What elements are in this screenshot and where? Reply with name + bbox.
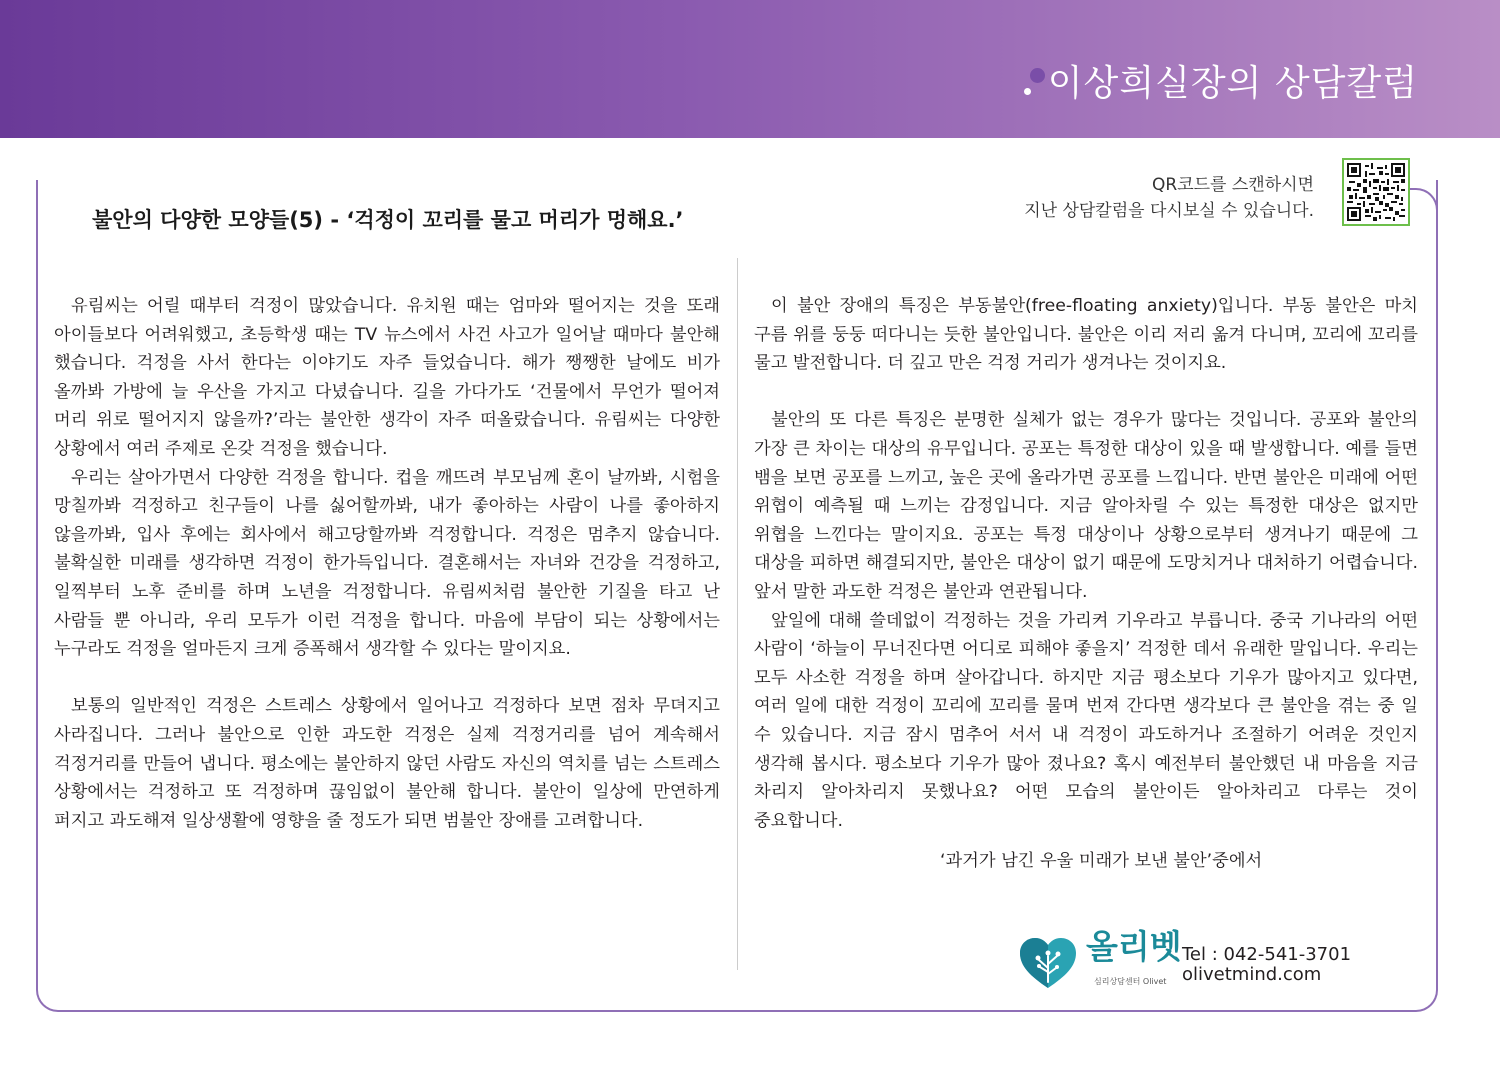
source-citation: ‘과거가 남긴 우울 미래가 보낸 불안’중에서 — [940, 851, 1263, 871]
qr-instruction-line1: QR코드를 스캔하시면 — [1152, 175, 1314, 195]
paragraph: 불안의 또 다른 특징은 분명한 실체가 없는 경우가 많다는 것입니다. 공포와 불안의 가장 큰 차이는 대상의 유무입니다. 공포는 특정한 대상이 있을 때 발생합니다. 예를 들면 뱀을 보면 공포를 느끼고, 높은 곳에 올라가면 공포를 느낍니다. 반면 불안은 미래에 어떤 위협이 예측될 때 느끼는 감정입니다. 지금 알아차릴 수 있는 특정한 대상은 없지만 위협을 느낀다는 말이지요. 공포는 특정 대상이나 상황으로부터 생겨나기 때문에 그 대상을 피하면 해결되지만, 불안은 대상이 없기 때문에 도망치거나 대처하기 어렵습니다. 앞서 말한 과도한 걱정은 불안과 연관됩니다. — [754, 410, 1418, 602]
bullet-dot-icon — [1030, 68, 1045, 83]
website-link[interactable]: olivetmind.com — [1182, 964, 1322, 985]
logo-name: 올리벳 — [1086, 927, 1182, 966]
qr-instruction — [1024, 172, 1314, 224]
article-title: 불안의 다양한 모양들(5) - ‘걱정이 꼬리를 물고 머리가 멍해요.’ — [92, 208, 684, 232]
column-series-title: 이상희실장의 상담칼럼 — [1047, 63, 1418, 104]
paragraph: 이 불안 장애의 특징은 부동불안(free-floating anxiety)입니다. 부동 불안은 마치 구름 위를 둥둥 떠다니는 듯한 불안입니다. 불안은 이리 저리 옮겨 다니며, 꼬리에 꼬리를 물고 발전합니다. 더 깊고 만은 걱정 거리가 생겨나는 것이지요. — [754, 296, 1418, 374]
qr-instruction-line2: 지난 상담칼럼을 다시보실 수 있습니다. — [1024, 201, 1314, 221]
logo-subtitle: 심리상담센터 Olivet — [1094, 977, 1167, 986]
paragraph: 앞일에 대해 쓸데없이 걱정하는 것을 가리켜 기우라고 부릅니다. 중국 기나라의 어떤 사람이 ‘하늘이 무너진다면 어디로 피해야 좋을지’ 걱정한 데서 유래한 말입니다. 우리는 모두 사소한 걱정을 하며 살아갑니다. 하지만 지금 평소보다 기우가 많아지고 있다면, 여러 일에 대한 걱정이 꼬리에 꼬리를 물며 번져 간다면 생각보다 큰 불안을 겪는 중 일 수 있습니다. 지금 잠시 멈추어 서서 내 걱정이 과도하거나 조절하기 어려운 것인지 생각해 봅시다. 평소보다 기우가 많아 졌나요? 혹시 예전부터 불안했던 내 마음을 지금 차리지 알아차리지 못했나요? 어떤 모습의 불안이든 알아차리고 다루는 것이 중요합니다. — [754, 610, 1418, 831]
qr-code-graphic — [1347, 163, 1405, 221]
paragraph: 우리는 살아가면서 다양한 걱정을 합니다. 컵을 깨뜨려 부모님께 혼이 날까봐, 시험을 망칠까봐 걱정하고 친구들이 나를 싫어할까봐, 내가 좋아하는 사람이 나를 좋아하지 않을까봐, 입사 후에는 회사에서 해고당할까봐 걱정합니다. 걱정은 멈추지 않습니다. 불확실한 미래를 생각하면 걱정이 한가득입니다. 결혼해서는 자녀와 건강을 걱정하고, 일찍부터 노후 준비를 하며 노년을 걱정합니다. 유림씨처럼 불안한 기질을 타고 난 사람들 뿐 아니라, 우리 모두가 이런 걱정을 합니다. 마음에 부담이 되는 상황에서는 누구라도 걱정을 얼마든지 크게 증폭해서 생각할 수 있다는 말이지요. — [54, 467, 720, 660]
paragraph: 보통의 일반적인 걱정은 스트레스 상황에서 일어나고 걱정하다 보면 점차 무뎌지고 사라집니다. 그러나 불안으로 인한 과도한 걱정은 실제 걱정거리를 넘어 계속해서 걱정거리를 만들어 냅니다. 평소에는 불안하지 않던 사람도 자신의 역치를 넘는 스트레스 상황에서는 걱정하고 또 걱정하며 끊임없이 불안해 합니다. 불안이 일상에 만연하게 퍼지고 과도해져 일상생활에 영향을 줄 정도가 되면 범불안 장애를 고려합니다. — [54, 696, 720, 831]
contact-phone: Tel : 042-541-3701 — [1182, 944, 1352, 965]
column-divider — [737, 258, 738, 970]
paragraph: 유림씨는 어릴 때부터 걱정이 많았습니다. 유치원 때는 엄마와 떨어지는 것을 또래 아이들보다 어려워했고, 초등학생 때는 TV 뉴스에서 사건 사고가 일어날 때마다 불안해 했습니다. 걱정을 사서 한다는 이야기도 자주 들었습니다. 해가 쨍쨍한 날에도 비가 올까봐 가방에 늘 우산을 가지고 다녔습니다. 길을 가다가도 ‘건물에서 무언가 떨어져 머리 위로 떨어지지 않을까?’라는 불안한 생각이 자주 떠올랐습니다. 유림씨는 다양한 상황에서 여러 주제로 온갖 걱정을 했습니다. — [54, 296, 720, 459]
bullet-dot-small-icon — [1024, 88, 1031, 95]
heart-tree-logo-icon — [1018, 936, 1078, 990]
left-column — [54, 292, 720, 835]
qr-code-icon[interactable] — [1342, 158, 1410, 226]
frame-corner — [1410, 188, 1438, 216]
right-column — [754, 292, 1418, 835]
